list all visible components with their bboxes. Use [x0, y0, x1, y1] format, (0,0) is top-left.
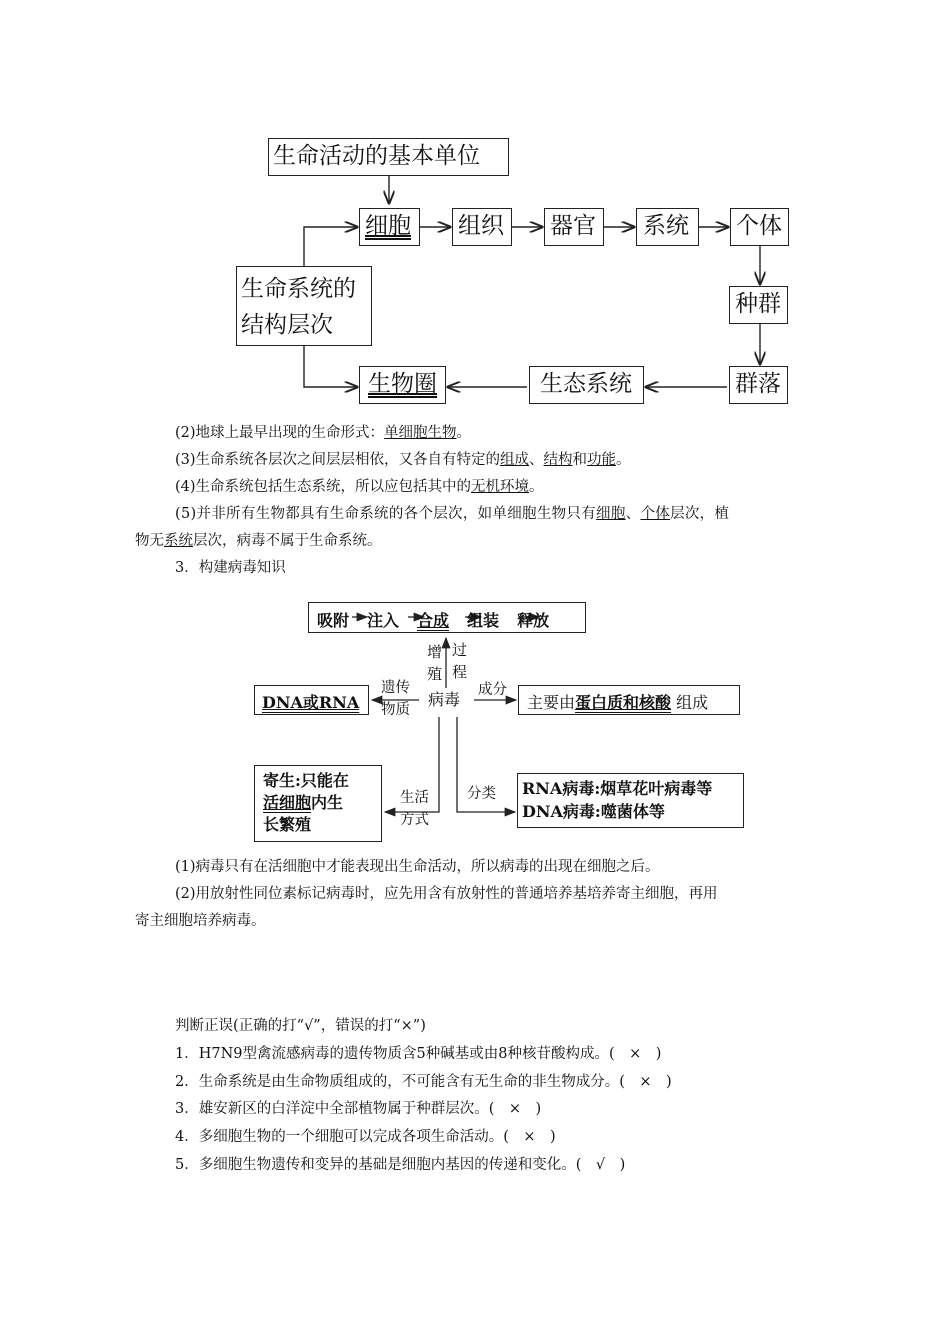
step-assembly: 组装	[467, 611, 500, 630]
label-cheng: 程	[452, 663, 468, 681]
quiz-title: 判断正误(正确的打“√”，错误的打“×”)	[175, 1018, 426, 1034]
quiz-item: 3．雄安新区的白洋淀中全部植物属于种群层次。( × )	[175, 1101, 542, 1117]
label-individual: 个体	[736, 213, 782, 239]
label-structure-line2: 结构层次	[241, 312, 333, 338]
label-mode: 方式	[400, 812, 429, 828]
label-structure-line1: 生命系统的	[241, 276, 356, 302]
label-genetic: 遗传	[381, 680, 410, 696]
quiz-item: 1．H7N9型禽流感病毒的遗传物质含5种碱基或由8种核苷酸构成。( × )	[175, 1046, 662, 1062]
label-zhi: 殖	[427, 665, 443, 683]
virus-note-2: (2)用放射性同位素标记病毒时，应先用含有放射性的普通培养基培养寄主细胞，再用	[175, 886, 718, 902]
label-dna-rna: DNA或RNA	[262, 693, 360, 712]
step-adsorption: 吸附	[317, 611, 350, 630]
label-zeng: 增	[427, 643, 443, 661]
label-material: 物质	[381, 702, 410, 718]
box-classification	[517, 773, 744, 828]
label-guo: 过	[452, 641, 468, 659]
note-5-cont: 物无系统层次，病毒不属于生命系统。	[135, 533, 382, 549]
label-community: 群落	[735, 371, 781, 397]
quiz-item: 2．生命系统是由生命物质组成的，不可能含有无生命的非生物成分。( × )	[175, 1074, 672, 1090]
step-synthesis: 合成	[417, 611, 450, 630]
note-5: (5)并非所有生物都具有生命系统的各个层次，如单细胞生物只有细胞、个体层次，植	[175, 506, 730, 522]
quiz-item: 4．多细胞生物的一个细胞可以完成各项生命活动。( × )	[175, 1129, 556, 1145]
label-biosphere: 生物圈	[368, 371, 437, 397]
label-classification: 分类	[467, 786, 496, 802]
box-replication-process	[308, 602, 586, 633]
box-parasitism: 寄生:只能在 活细胞内生 长繁殖	[254, 765, 382, 842]
label-basic-unit: 生命活动的基本单位	[273, 143, 480, 169]
quiz-item: 5．多细胞生物遗传和变异的基础是细胞内基因的传递和变化。( √ )	[175, 1157, 626, 1173]
virus-note-1: (1)病毒只有在活细胞中才能表现出生命活动，所以病毒的出现在细胞之后。	[175, 859, 660, 875]
notes-virus	[135, 854, 815, 935]
label-tissue: 组织	[458, 213, 504, 239]
label-virus: 病毒	[428, 690, 461, 709]
label-population: 种群	[735, 291, 781, 317]
box-genetic-material	[254, 685, 369, 715]
label-rna-virus: RNA病毒:烟草花叶病毒等	[522, 779, 713, 798]
label-organ: 器官	[550, 213, 596, 239]
virus-note-2-cont: 寄主细胞培养病毒。	[135, 913, 266, 929]
label-ecosystem: 生态系统	[540, 371, 632, 397]
step-injection: 注入	[367, 611, 400, 630]
label-dna-virus: DNA病毒:噬菌体等	[522, 802, 665, 821]
label-cell: 细胞	[365, 213, 411, 239]
box-composition: 主要由蛋白质和核酸 组成	[518, 685, 740, 715]
heading-virus-knowledge: 3．构建病毒知识	[175, 560, 286, 576]
step-release: 释放	[517, 611, 550, 630]
note-4: (4)生命系统包括生态系统，所以应包括其中的无机环境。	[175, 479, 544, 495]
note-2: (2)地球上最早出现的生命形式：单细胞生物。	[175, 425, 472, 441]
note-3: (3)生命系统各层次之间层层相依，又各自有特定的组成、结构和功能。	[175, 452, 631, 468]
label-composition: 成分	[478, 682, 507, 698]
label-system: 系统	[643, 213, 689, 239]
label-life: 生活	[400, 790, 429, 806]
